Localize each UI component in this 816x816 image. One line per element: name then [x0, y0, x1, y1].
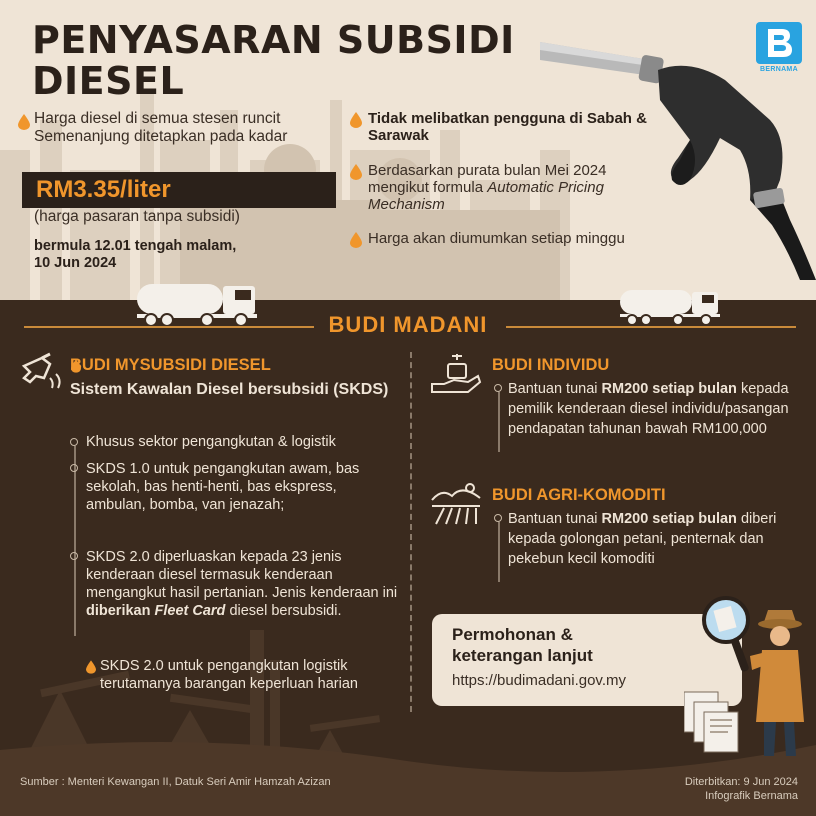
bullet-icon [70, 438, 78, 446]
budimadani-link[interactable]: https://budimadani.gov.my [452, 672, 626, 689]
timeline-line [498, 522, 500, 582]
budi-madani-title: BUDI MADANI [328, 312, 488, 337]
cash-in-hand-icon [430, 352, 482, 402]
bullet-icon [494, 384, 502, 392]
timeline-line [498, 392, 500, 452]
fuel-drop-icon [350, 164, 362, 180]
skds-item: SKDS 1.0 untuk pengangkutan awam, bas sekolah, bas henti-henti, bas ekspress, ambulan, bomba, van jenazah; [86, 461, 360, 513]
skds-item: SKDS 2.0 untuk pengangkutan logistik terutamanya barangan keperluan harian [100, 658, 358, 692]
info-card-title: Permohonan & keterangan lanjut [452, 625, 593, 665]
mysubsidi-heading: BUDI MYSUBSIDI DIESEL [70, 356, 271, 374]
infographic-credit: Infografik Bernama [705, 790, 798, 802]
fuel-drop-icon [350, 112, 362, 128]
weekly-announcement-note: Harga akan diumumkan setiap minggu [368, 230, 625, 247]
fuel-drop-icon [86, 660, 96, 674]
budi-individu-heading: BUDI INDIVIDU [492, 356, 610, 374]
timeline-line [74, 446, 76, 636]
price-intro-text: Harga diesel di semua stesen runcit Semenanjung ditetapkan pada kadar [34, 110, 288, 145]
source-credit: Sumber : Menteri Kewangan II, Datuk Seri Amir Hamzah Azizan [20, 776, 331, 788]
page-title: PENYASARAN SUBSIDI DIESEL [32, 18, 515, 103]
budi-individu-text: Bantuan tunai RM200 setiap bulan kepada pemilik kenderaan diesel individu/pasangan pendapatan tahunan bawah RM100,000 [508, 381, 789, 437]
skds-item: SKDS 2.0 diperluaskan kepada 23 jenis kenderaan diesel termasuk kenderaan mengangkut hasil pertanian. Jenis kenderaan ini diberikan Fleet Card diesel bersubsidi. [86, 549, 398, 619]
skds-subheading: Sistem Kawalan Diesel bersubsidi (SKDS) [70, 381, 389, 398]
sabah-sarawak-note: Tidak melibatkan pengguna di Sabah & Sarawak [368, 110, 647, 144]
budi-agri-text: Bantuan tunai RM200 setiap bulan diberi kepada golongan petani, penternak dan pekebun kecil komoditi [508, 511, 777, 567]
fuel-drop-icon [350, 232, 362, 248]
skds-item: Khusus sektor pengangkutan & logistik [86, 434, 336, 450]
pricing-formula-note: Berdasarkan purata bulan Mei 2024 mengikut formula Automatic Pricing Mechanism [368, 162, 607, 213]
detective-illustration [684, 592, 814, 764]
column-divider [410, 352, 412, 712]
fuel-nozzle-icon [20, 352, 64, 392]
publish-date: Diterbitkan: 9 Jun 2024 [684, 776, 798, 788]
budi-agri-heading: BUDI AGRI-KOMODITI [492, 486, 666, 504]
bullet-icon [70, 464, 78, 472]
bullet-icon [494, 514, 502, 522]
diesel-price: RM3.35/liter [36, 176, 171, 203]
fuel-drop-icon [18, 114, 30, 130]
price-note: (harga pasaran tanpa subsidi) [34, 208, 240, 225]
effective-date: bermula 12.01 tengah malam, 10 Jun 2024 [34, 238, 237, 271]
farm-field-icon [430, 478, 482, 528]
bernama-logo: BERNAMA [756, 22, 802, 76]
header-section [0, 0, 816, 300]
bullet-icon [70, 552, 78, 560]
